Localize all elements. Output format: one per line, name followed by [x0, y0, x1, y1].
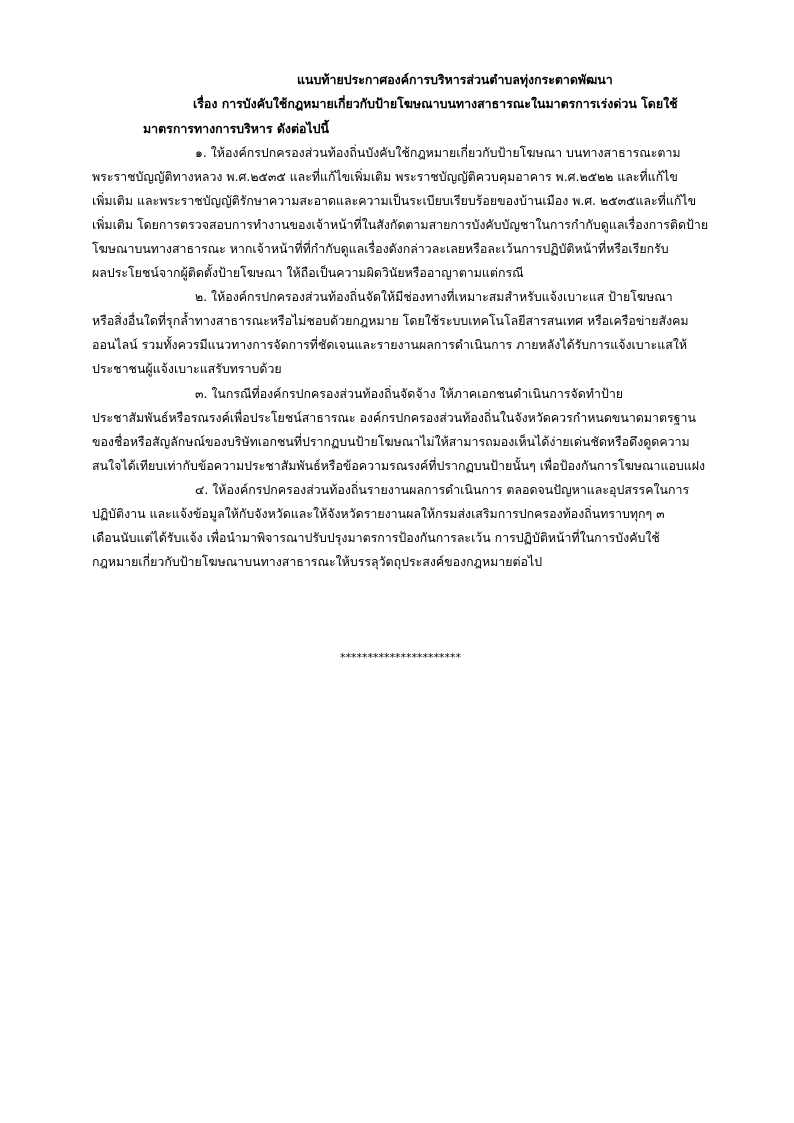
- clause-4-line-4: กฎหมายเกี่ยวกับป้ายโฆษณาบนทางสาธารณะให้บรรลุวัตถุประสงค์ของกฎหมายต่อไป: [92, 554, 543, 569]
- clause-4-line-1: ๔. ให้องค์กรปกครองส่วนท้องถิ่นรายงานผลการดำเนินการ ตลอดจนปัญหาและอุปสรรคในการ: [195, 482, 690, 497]
- clause-1-line-1: ๑. ให้องค์กรปกครองส่วนท้องถิ่นบังคับใช้กฎหมายเกี่ยวกับป้ายโฆษณา บนทางสาธารณะตาม: [195, 145, 681, 160]
- clause-2-line-2: หรือสิ่งอื่นใดที่รุกล้ำทางสาธารณะหรือไม่ชอบด้วยกฎหมาย โดยใช้ระบบเทคโนโลยีสารสนเทศ หรือเครือข่ายสังคม: [92, 313, 689, 328]
- clause-3-line-1: ๓. ในกรณีที่องค์กรปกครองส่วนท้องถิ่นจัดจ้าง ให้ภาคเอกชนดำเนินการจัดทำป้าย: [195, 386, 624, 401]
- document-title: แนบท้ายประกาศองค์การบริหารส่วนตำบลทุ่งกระตาดพัฒนา: [297, 72, 613, 87]
- clause-4-line-3: เดือนนับแต่ได้รับแจ้ง เพื่อนำมาพิจารณาปรับปรุงมาตรการป้องกันการละเว้น การปฏิบัติหน้าที่ในการบังคับใช้: [92, 530, 660, 545]
- subject-line-1: เรื่อง การบังคับใช้กฎหมายเกี่ยวกับป้ายโฆษณาบนทางสาธารณะในมาตรการเร่งด่วน โดยใช้: [193, 96, 678, 111]
- clause-1-line-3: เพิ่มเติม และพระราชบัญญัติรักษาความสะอาดและความเป็นระเบียบเรียบร้อยของบ้านเมือง พ.ศ. ๒๕๓๕และที่แก้ไข: [92, 193, 697, 208]
- clause-2-line-4: ประชาชนผู้แจ้งเบาะแสรับทราบด้วย: [92, 361, 282, 376]
- clause-3-line-3: ของชื่อหรือสัญลักษณ์ของบริษัทเอกชนที่ปรากฏบนป้ายโฆษณาไม่ให้สามารถมองเห็นได้ง่ายเด่นชัดหรือดึงดูดความ: [92, 434, 690, 449]
- clause-3-line-2: ประชาสัมพันธ์หรือรณรงค์เพื่อประโยชน์สาธารณะ องค์กรปกครองส่วนท้องถิ่นในจังหวัดควรกำหนดขนาดมาตรฐาน: [92, 410, 696, 425]
- end-marker: **********************: [340, 651, 461, 664]
- clause-1-line-5: โฆษณาบนทางสาธารณะ หากเจ้าหน้าที่ที่กำกับดูแลเรื่องดังกล่าวละเลยหรือละเว้นการปฏิบัติหน้าที่หรือเรียกรับ: [92, 241, 669, 256]
- clause-3-line-4: สนใจได้เทียบเท่ากับข้อความประชาสัมพันธ์หรือข้อความรณรงค์ที่ปรากฏบนป้ายนั้นๆ เพื่อป้องกันการโฆษณาแอบแฝง: [92, 458, 706, 473]
- clause-4-line-2: ปฏิบัติงาน และแจ้งข้อมูลให้กับจังหวัดและให้จังหวัดรายงานผลให้กรมส่งเสริมการปกครองท้องถิ่นทราบทุกๆ ๓: [92, 506, 665, 521]
- clause-2-line-1: ๒. ให้องค์กรปกครองส่วนท้องถิ่นจัดให้มีช่องทางที่เหมาะสมสำหรับแจ้งเบาะแส ป้ายโฆษณา: [195, 289, 673, 304]
- clause-1-line-4: เพิ่มเติม โดยการตรวจสอบการทำงานของเจ้าหน้าที่ในสังกัดตามสายการบังคับบัญชาในการกำกับดูแลเรื่องการติดป้าย: [92, 217, 709, 232]
- subject-line-2: มาตรการทางการบริหาร ดังต่อไปนี้: [143, 121, 329, 136]
- clause-2-line-3: ออนไลน์ รวมทั้งควรมีแนวทางการจัดการที่ชัดเจนและรายงานผลการดำเนินการ ภายหลังได้รับการแจ้งเบาะแสให้: [92, 337, 688, 352]
- clause-1-line-6: ผลประโยชน์จากผู้ติดตั้งป้ายโฆษณา ให้ถือเป็นความผิดวินัยหรืออาญาตามแต่กรณี: [92, 265, 524, 280]
- clause-1-line-2: พระราชบัญญัติทางหลวง พ.ศ.๒๕๓๕ และที่แก้ไขเพิ่มเติม พระราชบัญญัติควบคุมอาคาร พ.ศ.๒๕๒๒ และที่แก้ไข: [92, 169, 678, 184]
